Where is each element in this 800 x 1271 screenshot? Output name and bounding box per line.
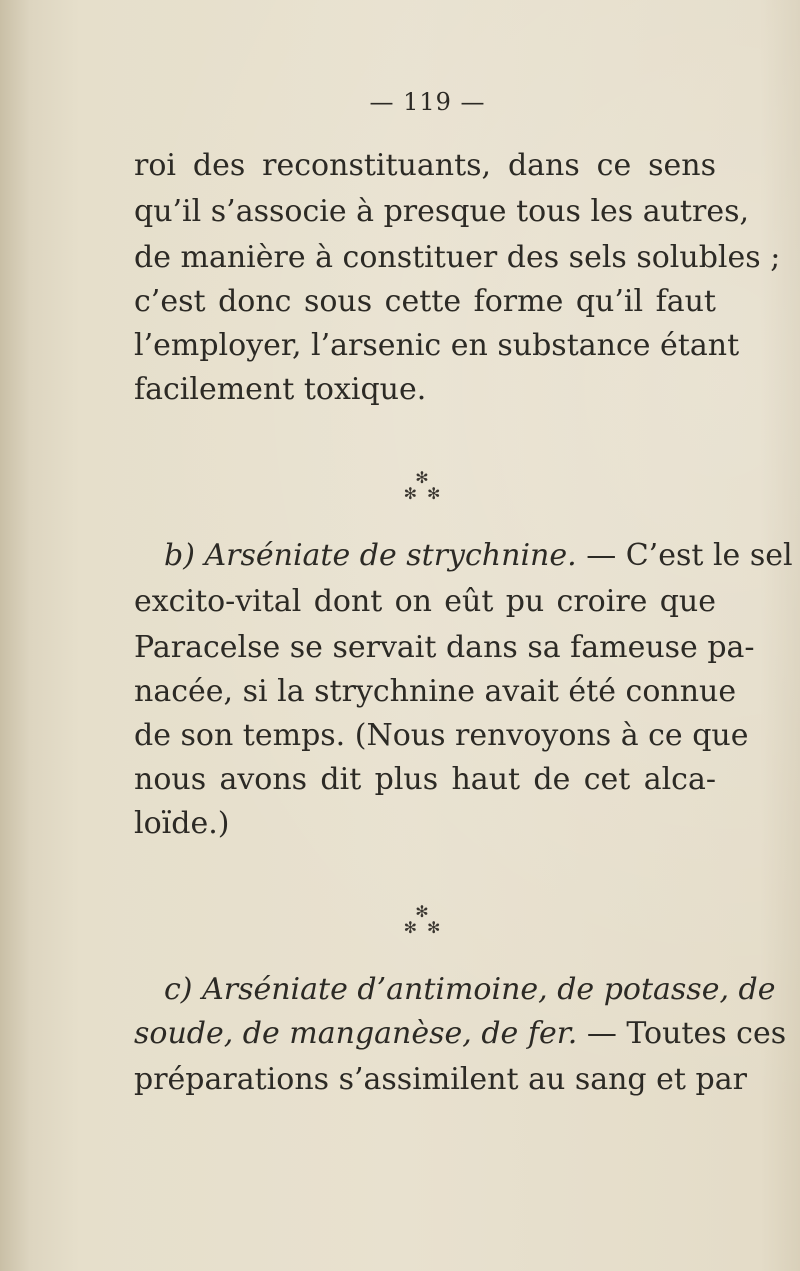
text-line: qu’il s’associe à presque tous les autres,: [134, 194, 750, 229]
section-c-heading-line: [134, 968, 776, 1012]
asterism-divider: ✻ ✻✻: [403, 902, 451, 937]
text-line: nacée, si la strychnine avait été connue: [134, 674, 737, 709]
text-line: roi des reconstituants, dans ce sens: [134, 148, 716, 183]
section-b-first-line-rest: — C’est le sel: [576, 538, 793, 573]
text-line: facilement toxique.: [134, 372, 427, 407]
section-c-title-line2: soude, de manganèse, de fer.: [134, 1016, 578, 1051]
section-b-letter: b): [164, 538, 195, 573]
section-c-line2-rest: — Toutes ces: [577, 1016, 787, 1051]
section-c-title-line1: Arséniate d’antimoine, de potasse, de: [202, 972, 776, 1007]
text-line: de son temps. (Nous renvoyons à ce que: [134, 718, 749, 753]
text-line: excito-vital dont on eût pu croire que: [134, 584, 716, 619]
section-c-second-line: [134, 1012, 787, 1056]
text-line: préparations s’assimilent au sang et par: [134, 1062, 747, 1097]
asterism-divider: ✻ ✻✻: [403, 468, 451, 503]
text-line: l’employer, l’arsenic en substance étant: [134, 328, 740, 363]
section-c-letter: c): [164, 972, 193, 1007]
text-line: de manière à constituer des sels solubles ;: [134, 240, 781, 275]
text-line: nous avons dit plus haut de cet alca-: [134, 762, 716, 797]
section-b-title: Arséniate de strychnine.: [204, 538, 577, 573]
text-line: c’est donc sous cette forme qu’il faut: [134, 284, 716, 319]
page-number: — 119 —: [369, 88, 486, 116]
text-line: loïde.): [134, 806, 230, 841]
text-line: Paracelse se servait dans sa fameuse pa-: [134, 630, 755, 665]
section-b-heading-line: [134, 534, 793, 578]
